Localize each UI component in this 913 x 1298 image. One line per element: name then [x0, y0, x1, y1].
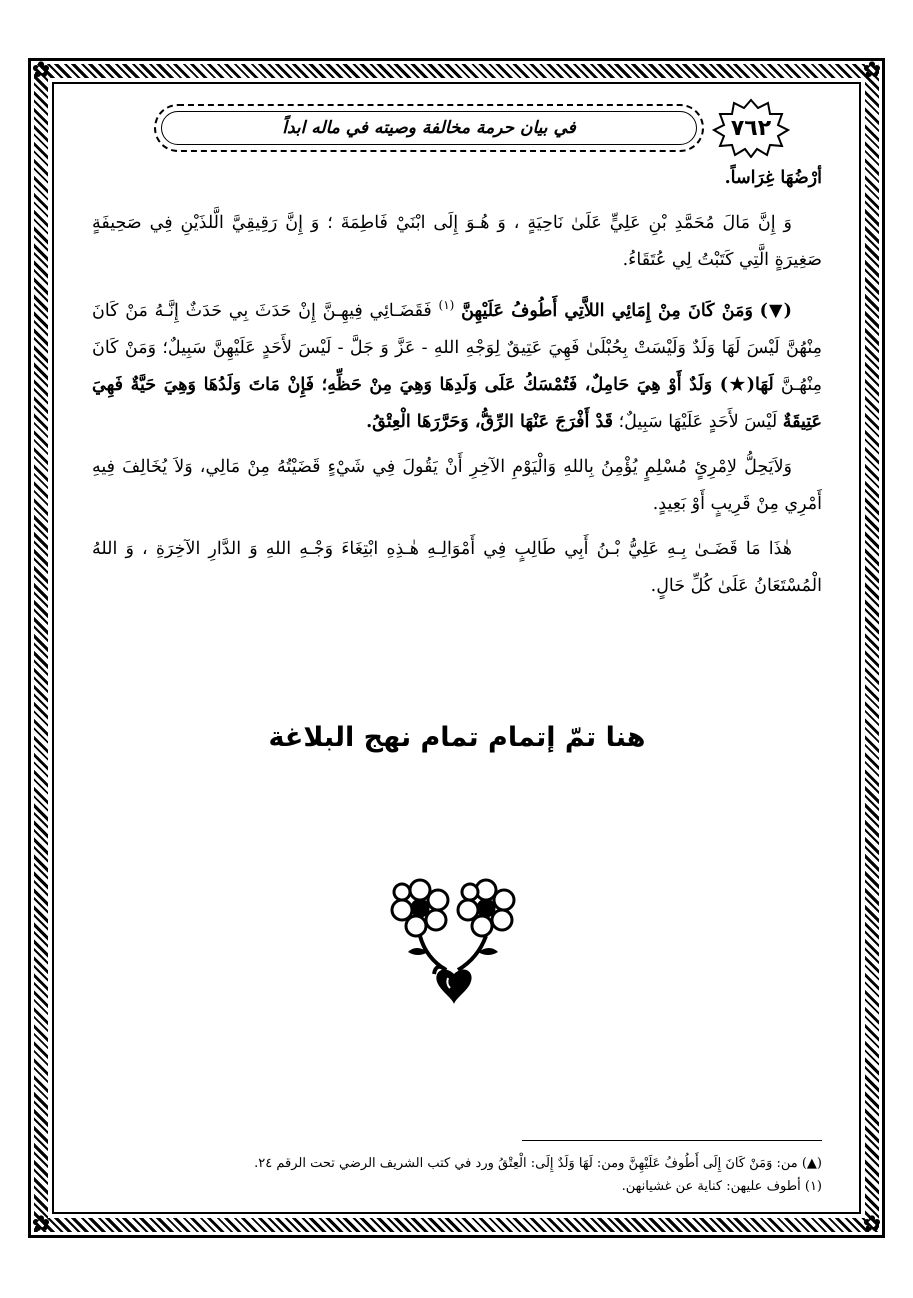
footnote-source: (▲) من: وَمَنْ كَانَ إِلَى أَطُوفُ عَلَيْهِنَّ ومن: لَهَا وَلَدٌ إِلَى: الْعِتْقُ ورد في كتب الشريف الرضي تحت الرقم ٢٤. [254, 1156, 822, 1171]
paragraph-3-bold: لَهَا(★) وَلَدٌ أَوْ هِيَ حَامِلٌ، فَتُمْسَكُ عَلَى وَلَدِهَا وَهِيَ مِنْ حَظِّهِ؛ فَإِنْ مَاتَ وَلَدُهَا وَهِيَ حَيَّةٌ فَهِيَ عَتِيقَةٌ [92, 374, 822, 432]
paragraph-1: أرْضُهَا غِرَاساً. [724, 168, 822, 188]
paragraph-3 [92, 287, 822, 441]
page-number-badge [712, 98, 790, 158]
paragraph-4: وَلاَيَحِلُّ لاِمْرِئٍ مُسْلِمٍ يُؤْمِنُ بِاللهِ وَالْيَوْمِ الآخِرِ أَنْ يَقُولَ فِي شَيْءٍ قَضَيْتُهُ مِنْ مَالِي، وَلاَ يُخَالِفَ فِيهِ أَمْرِي مِنْ قَرِيبٍ أَوْ بَعِيدٍ. [92, 456, 822, 514]
paragraph-5: هٰذَا مَا قَضَـىٰ بِـهِ عَلِيُّ بْـنُ أَبِي طَالِبٍ فِي أَمْوَالِـهِ هٰـذِهِ ابْتِغَاءَ وَجْـهِ اللهِ وَ الدَّارِ الآخِرَةِ ، وَ اللهُ الْمُسْتَعَانُ عَلَىٰ كُلِّ حَالٍ. [92, 538, 822, 596]
paragraph-3-end: قَدْ أَفْرَجَ عَنْهَا الرِّقُّ، وَحَرَّرَهَا الْعِتْقُ. [366, 411, 614, 432]
twin-flowers-heart-icon [386, 878, 526, 1008]
paragraph-3-tail: لَيْسَ لأَحَدٍ عَلَيْهَا سَبِيلٌ؛ [618, 411, 778, 432]
footnote-ref-1: (١) [438, 298, 455, 312]
running-header [154, 104, 704, 152]
paragraph-3-lead: وَمَنْ كَانَ مِنْ إِمَائِي اللاَّتِي أَطُوفُ عَلَيْهِنَّ [461, 300, 753, 321]
completion-heading: هنا تمّ إتمام تمام نهج البلاغة [268, 722, 646, 753]
floral-corner-icon: ✿ [862, 1212, 882, 1237]
main-text [92, 160, 822, 613]
footnotes [92, 1152, 822, 1198]
running-header-title: في بيان حرمة مخالفة وصيته في ماله ابداً [282, 118, 576, 138]
footnote-separator [522, 1140, 822, 1141]
floral-corner-icon: ✿ [862, 58, 882, 83]
footnote-1: (١) أطوف عليهن: كناية عن غشيانهن. [621, 1179, 822, 1194]
footnote-marker-triangle: (▼) [759, 300, 792, 321]
floral-corner-icon: ✿ [31, 58, 51, 83]
page-number: ٧٦٢ [730, 115, 772, 141]
paragraph-2: وَ إِنَّ مَالَ مُحَمَّدِ بْنِ عَلِيٍّ عَلَىٰ نَاحِيَةٍ ، وَ هُـوَ إِلَى ابْنَيْ فَاطِمَةَ ؛ وَ إِنَّ رَقِيقِيَّ الَّلذَيْنِ فِي صَحِيفَةٍ صَغِيرَةٍ الَّتِي كَتَبْتُ لِي عُتَقَاءُ. [92, 213, 822, 270]
floral-corner-icon: ✿ [31, 1212, 51, 1237]
paragraph-3-middle: فَقَضَـائِي فِيهِـنَّ إِنْ حَدَثَ بِي حَدَثٌ إِنَّـهُ مَنْ كَانَ مِنْهُنَّ لَيْسَ لَهَا وَلَدٌ وَلَيْسَتْ بِحُبْلَىٰ فَهِيَ عَتِيقٌ لِوَجْهِ اللهِ - عَزَّ وَ جَلَّ - لَيْسَ لأَحَدٍ عَلَيْهِنَّ سَبِيلٌ؛ وَمَنْ كَانَ مِنْهُـنَّ [92, 300, 822, 395]
